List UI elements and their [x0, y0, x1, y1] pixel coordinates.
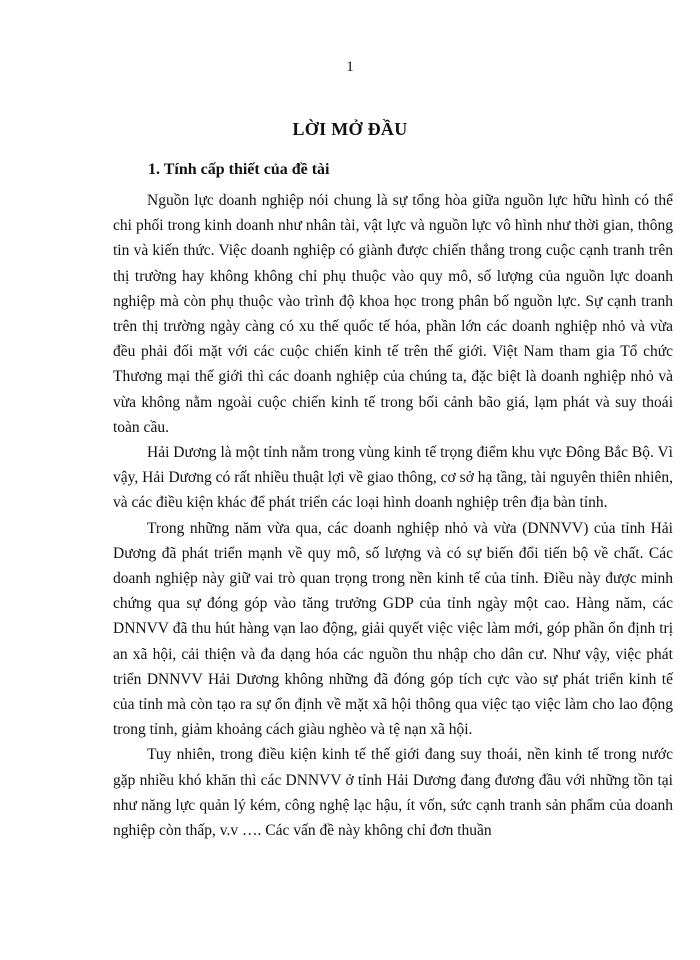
paragraph: Hải Dương là một tỉnh nằm trong vùng kinh tế trọng điểm khu vực Đông Bắc Bộ. Vì vậy, Hải Dương có rất nhiều thuật lợi về giao thông, cơ sở hạ tầng, tài nguyên thiên nhiên, và các điều kiện khác để phát triển các loại hình doanh nghiệp trên địa bàn tỉnh.	[113, 444, 673, 512]
body-text	[113, 188, 673, 843]
paragraph: Trong những năm vừa qua, các doanh nghiệp nhỏ và vừa (DNNVV) của tỉnh Hải Dương đã phát triển mạnh về quy mô, số lượng và có sự biến đổi tiến bộ về chất. Các doanh nghiệp này giữ vai trò quan trọng trong nền kinh tế của tỉnh. Điều này được minh chứng qua sự đóng góp vào tăng trưởng GDP của tỉnh ngày một cao. Hàng năm, các DNNVV đã thu hút hàng vạn lao động, giải quyết việc việc làm mới, góp phần ổn định trị an xã hội, cải thiện và đa dạng hóa các nguồn thu nhập cho dân cư. Như vậy, việc phát triển DNNVV Hải Dương không những đã đóng góp tích cực vào sự phát triển kinh tế của tỉnh mà còn tạo ra sự ổn định về mặt xã hội thông qua việc tạo việc làm cho lao động trong tỉnh, giảm khoảng cách giàu nghèo và tệ nạn xã hội.	[113, 519, 673, 739]
page-number: 1	[346, 59, 354, 75]
section-heading: 1. Tính cấp thiết của đề tài	[148, 161, 330, 178]
paragraph: Tuy nhiên, trong điều kiện kinh tế thế giới đang suy thoái, nền kinh tế trong nước gặp nhiều khó khăn thì các DNNVV ở tỉnh Hải Dương đang đương đầu với những tồn tại như năng lực quản lý kém, công nghệ lạc hậu, ít vốn, sức cạnh tranh sản phẩm của doanh nghiệp còn thấp, v.v …. Các vấn đề này không chỉ đơn thuần	[113, 746, 673, 840]
paragraph: Nguồn lực doanh nghiệp nói chung là sự tổng hòa giữa nguồn lực hữu hình có thể chi phối trong kinh doanh như nhân tài, vật lực và nguồn lực vô hình như thời gian, thông tin và kiến thức. Việc doanh nghiệp có giành được chiến thắng trong cuộc cạnh tranh trên thị trường hay không không chỉ phụ thuộc vào quy mô, số lượng của nguồn lực doanh nghiệp mà còn phụ thuộc vào trình độ khoa học trong phân bố nguồn lực. Sự cạnh tranh trên thị trường ngày càng có xu thế quốc tế hóa, phần lớn các doanh nghiệp nhỏ và vừa đều phải đối mặt với các cuộc chiến kinh tế trên thế giới. Việt Nam tham gia Tổ chức Thương mại thế giới thì các doanh nghiệp của chúng ta, đặc biệt là doanh nghiệp nhỏ và vừa không nằm ngoài cuộc chiến kinh tế trong bối cảnh bão giá, lạm phát và suy thoái toàn cầu.	[113, 192, 673, 436]
page-title: LỜI MỞ ĐẦU	[292, 119, 408, 139]
